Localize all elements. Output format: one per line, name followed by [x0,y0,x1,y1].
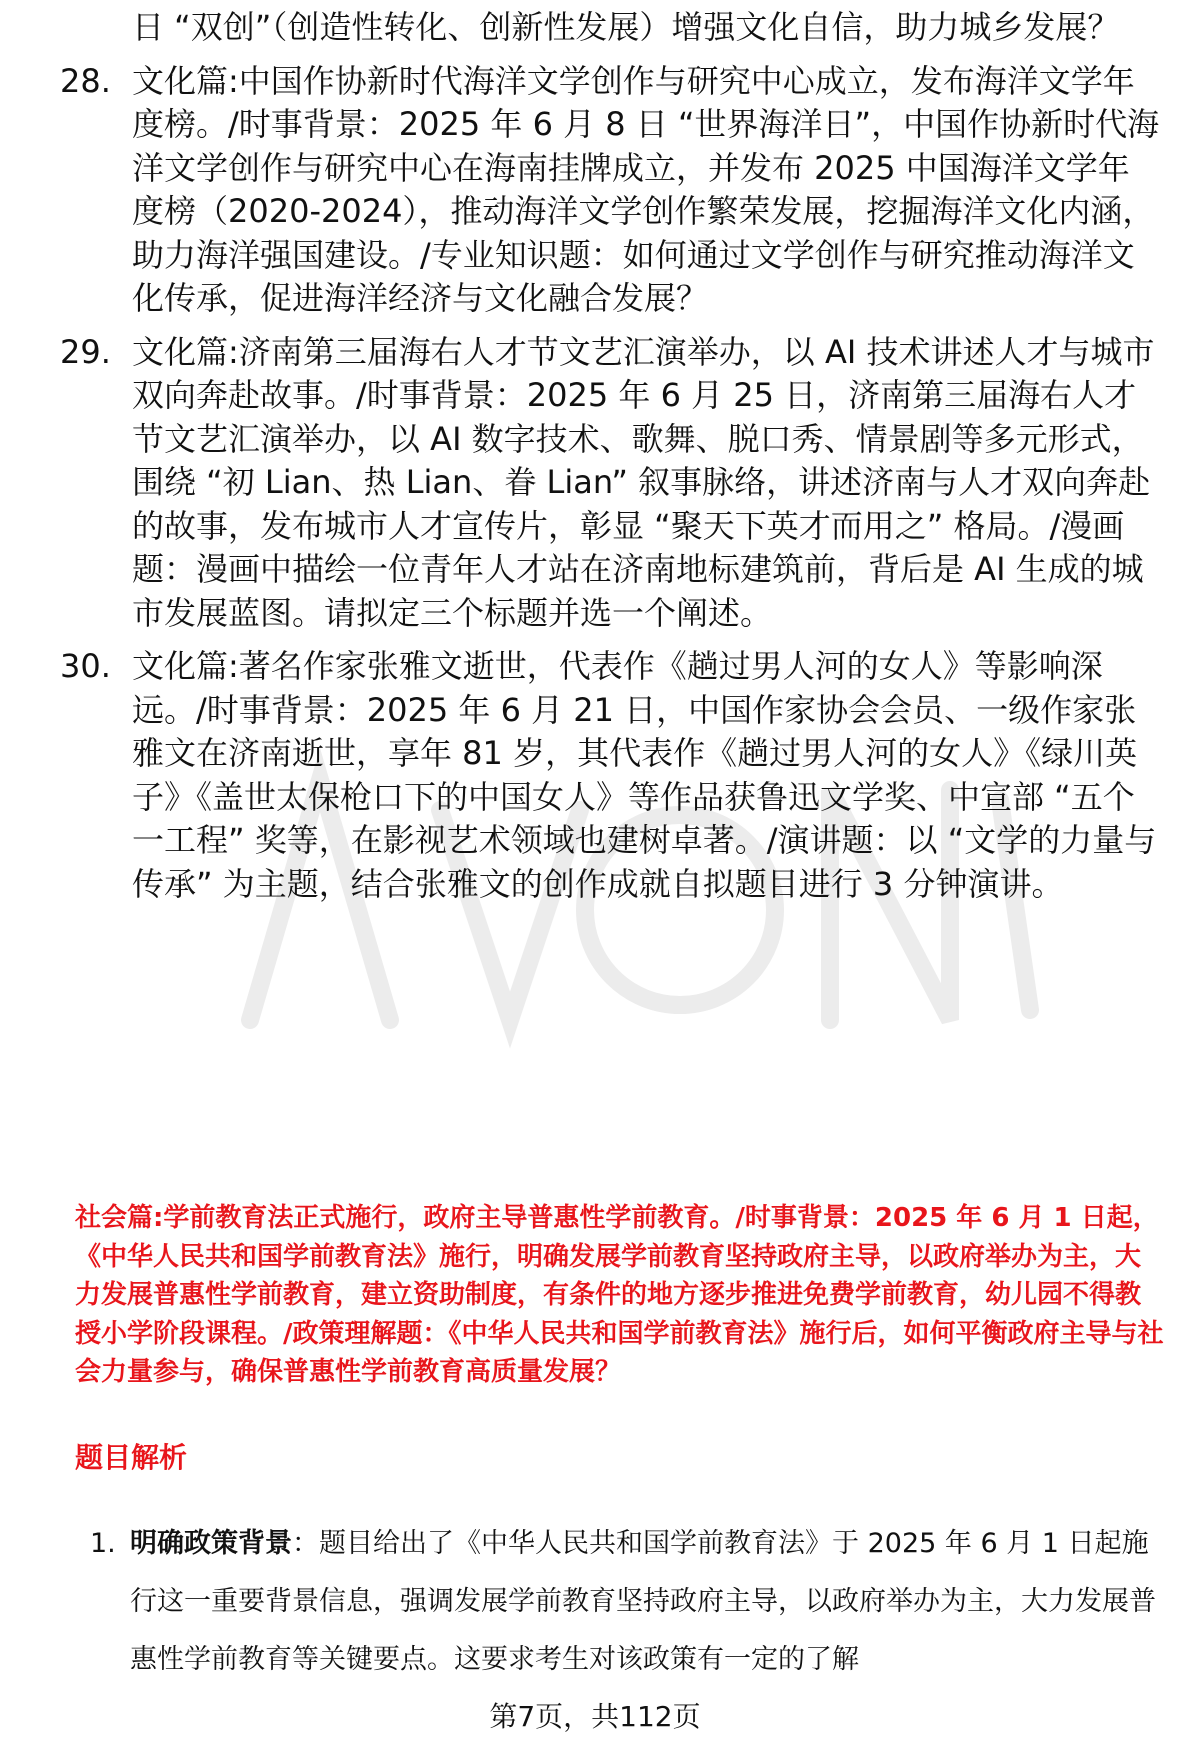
analysis-body [130,1515,1160,1689]
item-number: 29. [60,332,111,371]
list-item [60,60,1160,321]
analysis-item [90,1515,1160,1689]
analysis-heading: 题目解析 [75,1441,188,1474]
list-item [60,6,1160,50]
analysis-number: 1. [90,1528,116,1559]
analysis-lead: 明确政策背景 [130,1528,292,1559]
item-number: 30. [60,647,111,685]
item-text: 文化篇:中国作协新时代海洋文学创作与研究中心成立，发布海洋文学年度榜。/时事背景：2025 年 6 月 8 日 “世界海洋日”，中国作协新时代海洋文学创作与研究中心在海南挂牌成立，并发布 2025 中国海洋文学年度榜（2020-2024），推动海洋文学创作繁荣发展，挖掘海洋文化内涵，助力海洋强国建设。/专业知识题：如何通过文学创作与研究推动海洋文化传承，促进海洋经济与文化融合发展？ [132,61,1160,317]
item-number: 28. [60,61,111,100]
analysis-text: ：题目给出了《中华人民共和国学前教育法》于 2025 年 6 月 1 日起施行这一重要背景信息，强调发展学前教育坚持政府主导，以政府举办为主，大力发展普惠性学前教育等关键要点。这要求考生对该政策有一定的了解 [130,1528,1156,1675]
question-list [60,6,1160,916]
item-text: 文化篇:著名作家张雅文逝世，代表作《趟过男人河的女人》等影响深远。/时事背景：2025 年 6 月 21 日，中国作家协会会员、一级作家张雅文在济南逝世，享年 81 岁，其代表作《趟过男人河的女人》《绿川英子》《盖世太保枪口下的中国女人》等作品获鲁迅文学奖、中宣部 “五个一工程” 奖等，在影视艺术领域也建树卓著。/演讲题：以 “文学的力量与传承” 为主题，结合张雅文的创作成就自拟题目进行 3 分钟演讲。 [132,647,1157,903]
list-item [60,331,1160,636]
page-footer: 第7页，共112页 [489,1700,701,1733]
item-text: 文化篇:济南第三届海右人才节文艺汇演举办，以 AI 技术讲述人才与城市双向奔赴故事。/时事背景：2025 年 6 月 25 日，济南第三届海右人才节文艺汇演举办，以 AI 数字技术、歌舞、脱口秀、情景剧等多元形式，围绕 “初 Lian、热 Lian、眷 Lian” 叙事脉络，讲述济南与人才双向奔赴的故事，发布城市人才宣传片，彰显 “聚天下英才而用之” 格局。/漫画题：漫画中描绘一位青年人才站在济南地标建筑前，背后是 AI 生成的城市发展蓝图。请拟定三个标题并选一个阐述。 [132,332,1155,632]
item-text: 日 “双创”（创造性转化、创新性发展）增强文化自信，助力城乡发展？ [132,8,1120,46]
list-item [60,645,1160,906]
social-topic-paragraph: 社会篇:学前教育法正式施行，政府主导普惠性学前教育。/时事背景：2025 年 6 月 1 日起，《中华人民共和国学前教育法》施行，明确发展学前教育坚持政府主导，以政府举办为主，大力发展普惠性学前教育，建立资助制度，有条件的地方逐步推进免费学前教育，幼儿园不得教授小学阶段课程。/政策理解题：《中华人民共和国学前教育法》施行后，如何平衡政府主导与社会力量参与，确保普惠性学前教育高质量发展？ [75,1203,1164,1387]
item-number [60,6,132,50]
